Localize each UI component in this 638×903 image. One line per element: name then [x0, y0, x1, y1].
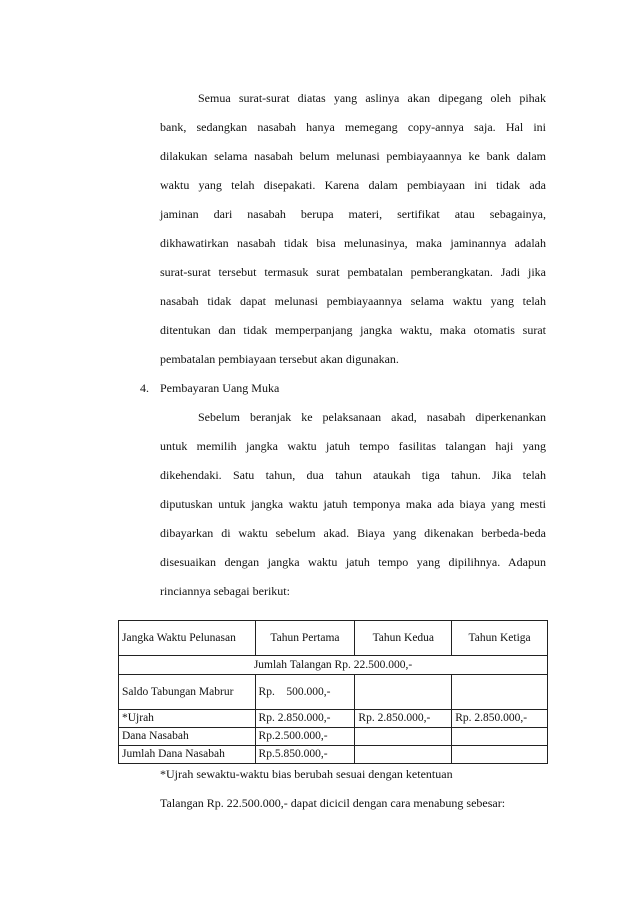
- row-2-col-3: Rp. 2.850.000,-: [452, 710, 548, 728]
- row-4-label: Jumlah Dana Nasabah: [119, 746, 256, 764]
- row-1-col-3: [452, 675, 548, 710]
- header-label: Jangka Waktu Pelunasan: [119, 621, 256, 656]
- row-3-col-2: [355, 728, 452, 746]
- header-col-2: Tahun Kedua: [355, 621, 452, 656]
- row-3-label: Dana Nasabah: [119, 728, 256, 746]
- row-1-col-1: Rp. 500.000,-: [255, 675, 355, 710]
- paragraph1-line-1: Semua surat-surat diatas yang aslinya akan dipegang oleh pihak: [198, 91, 546, 105]
- paragraph1-line-2: bank, sedangkan nasabah hanya memegang copy-annya saja. Hal ini: [160, 120, 546, 134]
- header-col-1: Tahun Pertama: [255, 621, 355, 656]
- paragraph2-line-7: rinciannya sebagai berikut:: [160, 584, 290, 598]
- row-4-col-2: [355, 746, 452, 764]
- ujrah-note: *Ujrah sewaktu-waktu bias berubah sesuai dengan ketentuan: [160, 767, 453, 781]
- row-2-label: *Ujrah: [119, 710, 256, 728]
- list-item-4: [140, 380, 279, 396]
- row-4-col-1: Rp.5.850.000,-: [255, 746, 355, 764]
- paragraph2-line-4: diputuskan untuk jangka waktu jatuh temponya maka ada biaya yang mesti: [160, 497, 546, 511]
- paragraph1-line-5: jaminan dari nasabah berupa materi, sertifikat atau sebagainya,: [160, 207, 546, 221]
- table-row: [119, 675, 548, 710]
- paragraph2-line-2: untuk memilih jangka waktu jatuh tempo fasilitas talangan haji yang: [160, 439, 546, 453]
- paragraph1-line-3: dilakukan selama nasabah belum melunasi pembiayaannya ke bank dalam: [160, 149, 546, 163]
- paragraph2-line-3: dikehendaki. Satu tahun, dua tahun ataukah tiga tahun. Jika telah: [160, 468, 546, 482]
- table-header-row: [119, 621, 548, 656]
- row-2-col-1: Rp. 2.850.000,-: [255, 710, 355, 728]
- header-col-3: Tahun Ketiga: [452, 621, 548, 656]
- paragraph1-line-9: ditentukan dan tidak memperpanjang jangka waktu, maka otomatis surat: [160, 323, 546, 337]
- paragraph1-line-7: surat-surat tersebut termasuk surat pembatalan pemberangkatan. Jadi jika: [160, 265, 546, 279]
- paragraph2-line-6: disesuaikan dengan jangka waktu jatuh tempo yang dipilihnya. Adapun: [160, 555, 546, 569]
- row-3-col-1: Rp.2.500.000,-: [255, 728, 355, 746]
- list-title: Pembayaran Uang Muka: [160, 381, 280, 395]
- row-1-label: Saldo Tabungan Mabrur: [119, 675, 256, 710]
- paragraph1-line-6: dikhawatirkan nasabah tidak bisa melunasinya, maka jaminannya adalah: [160, 236, 546, 250]
- paragraph2-line-5: dibayarkan di waktu sebelum akad. Biaya yang dikenakan berbeda-beda: [160, 526, 546, 540]
- table-row: [119, 728, 548, 746]
- paragraph1-line-8: nasabah tidak dapat melunasi pembiayaannya selama waktu yang telah: [160, 294, 546, 308]
- fee-table: [118, 620, 548, 764]
- paragraph1-line-4: waktu yang telah disepakati. Karena dalam pembiayaan ini tidak ada: [160, 178, 546, 192]
- paragraph1-line-10: pembatalan pembiayaan tersebut akan digunakan.: [160, 352, 399, 366]
- row-1-col-2: [355, 675, 452, 710]
- span-row-cell: Jumlah Talangan Rp. 22.500.000,-: [119, 656, 548, 675]
- table-span-row: [119, 656, 548, 675]
- list-number: 4.: [140, 381, 149, 395]
- row-3-col-3: [452, 728, 548, 746]
- table-row: [119, 710, 548, 728]
- table-row: [119, 746, 548, 764]
- final-line: Talangan Rp. 22.500.000,- dapat dicicil dengan cara menabung sebesar:: [160, 796, 506, 810]
- paragraph2-line-1: Sebelum beranjak ke pelaksanaan akad, nasabah diperkenankan: [198, 410, 546, 424]
- row-2-col-2: Rp. 2.850.000,-: [355, 710, 452, 728]
- row-4-col-3: [452, 746, 548, 764]
